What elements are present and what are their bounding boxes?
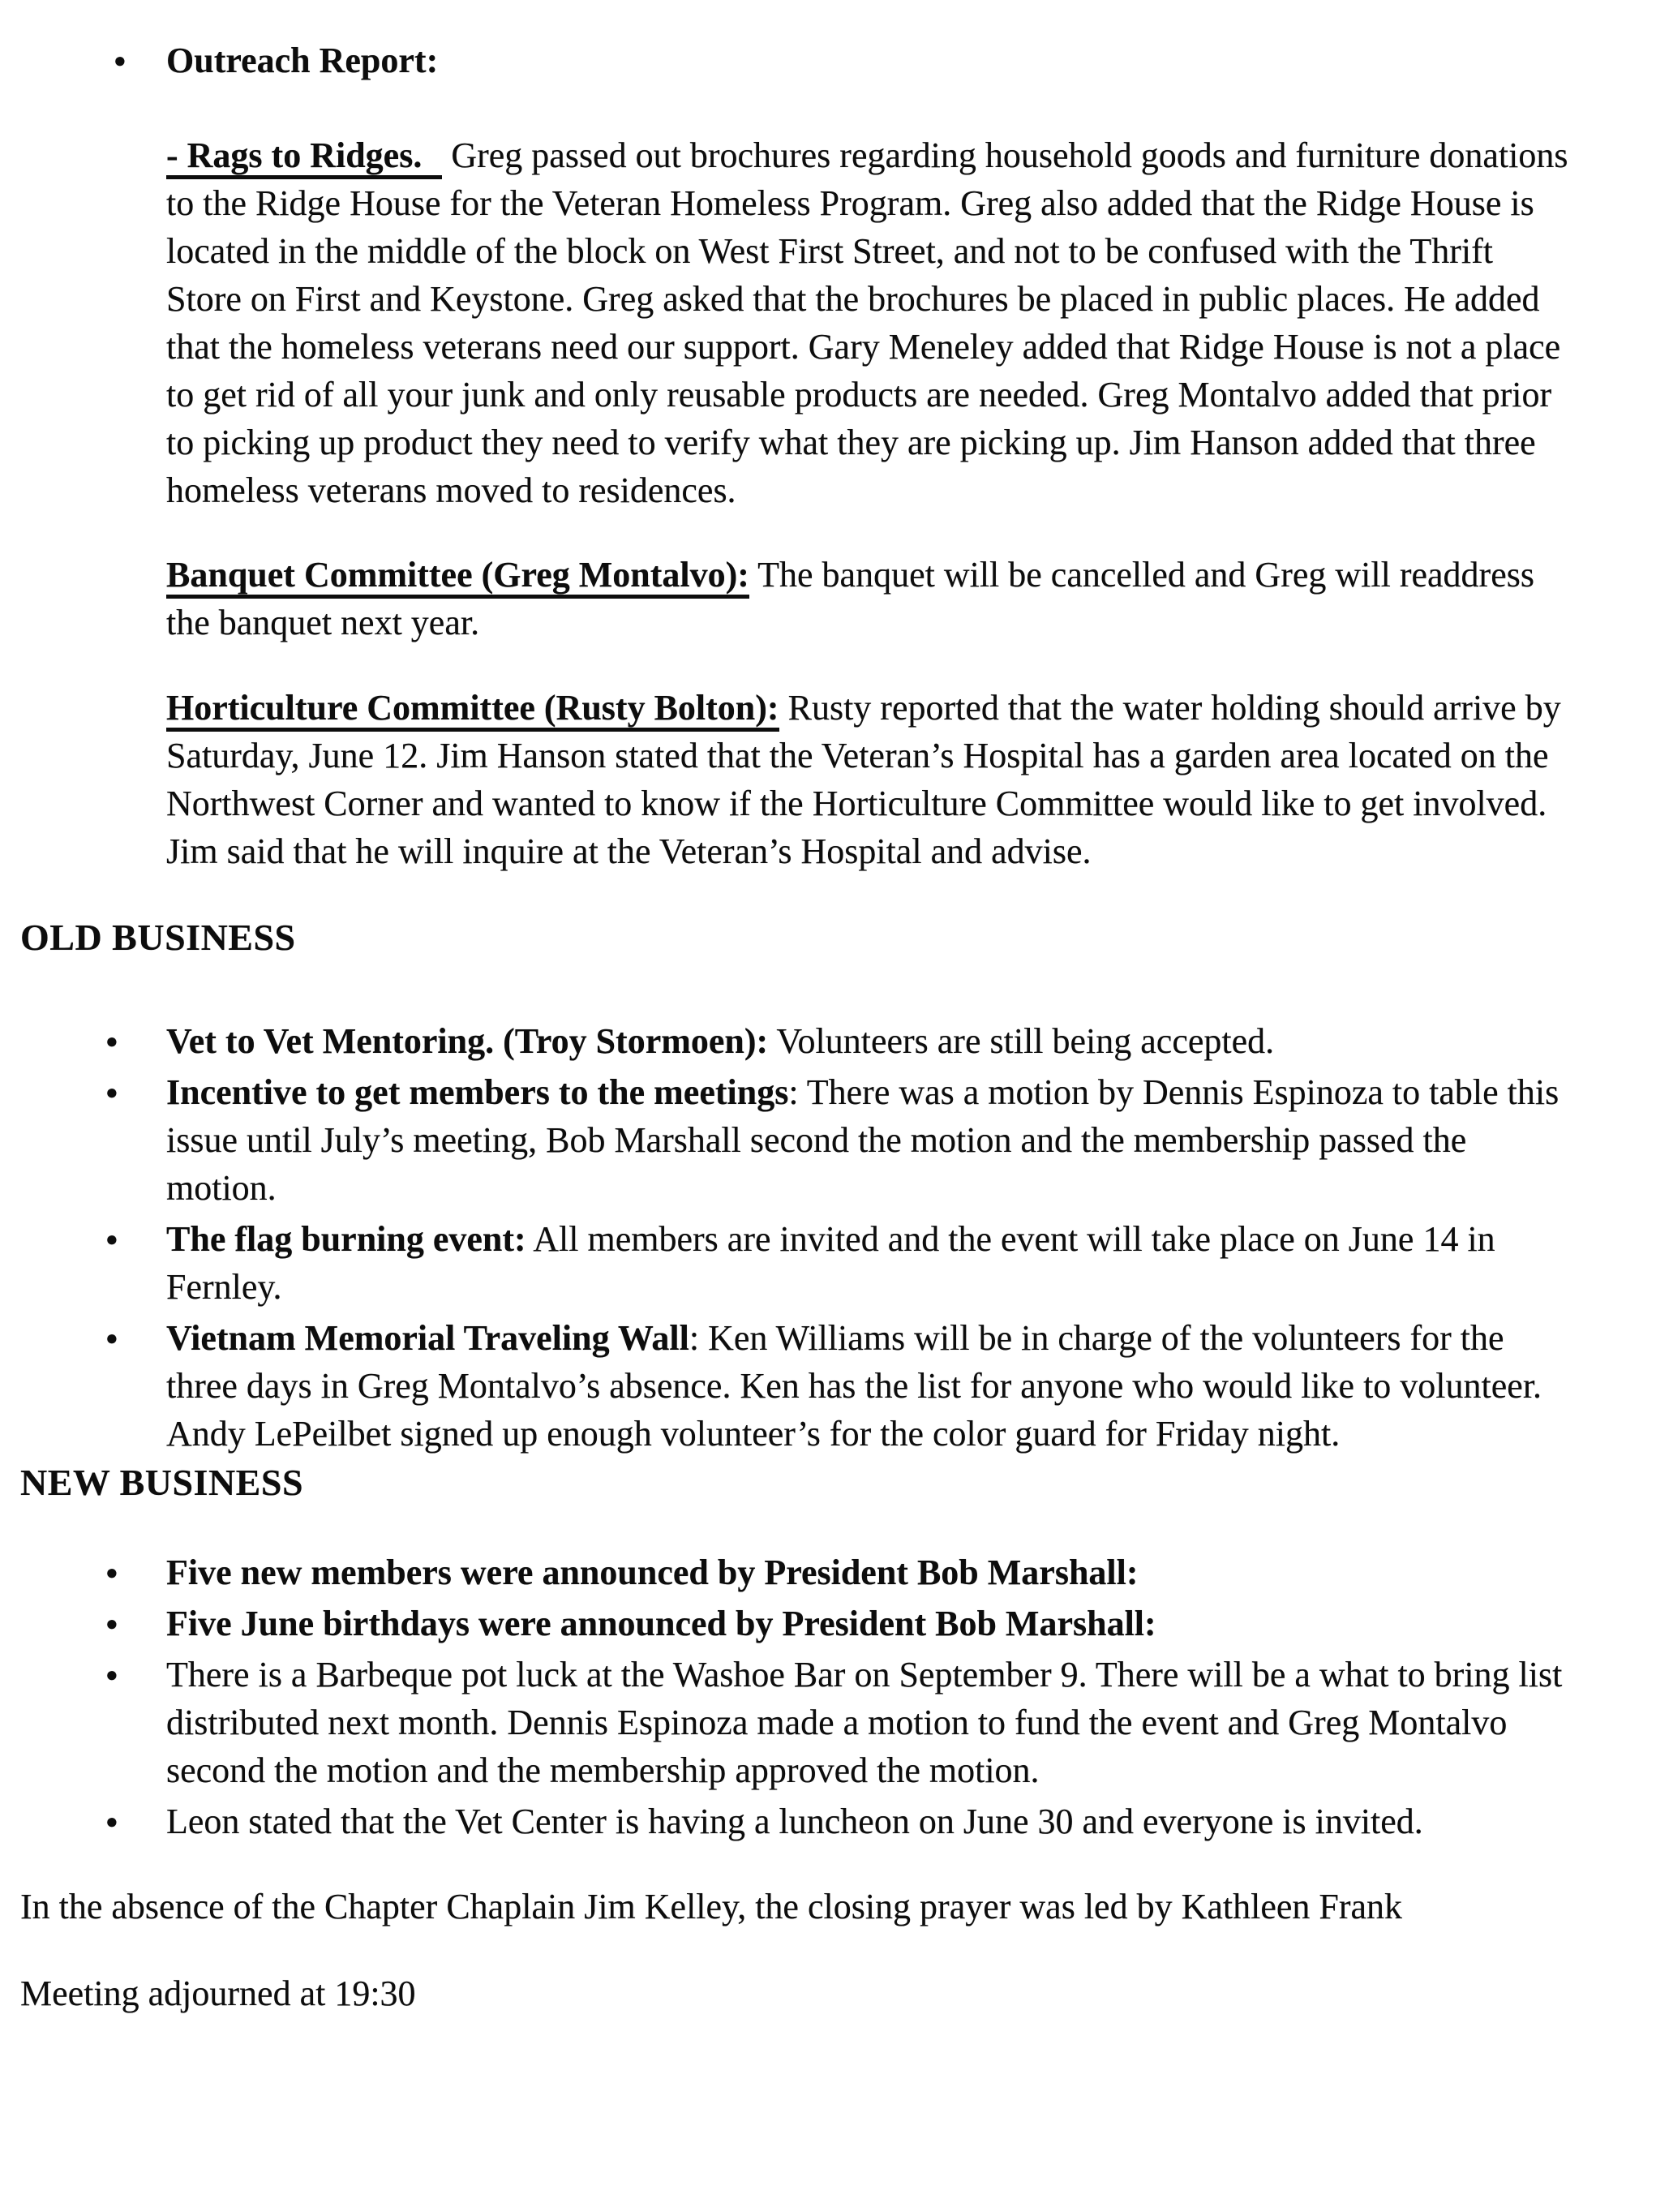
outreach-report-content (166, 37, 1583, 84)
vet-to-vet-label: Vet to Vet Mentoring. (Troy Stormoen): (166, 1021, 769, 1061)
incentive-body: : There was a motion by Dennis Espinoza to table this issue until July’s meeting, Bob Marshall second the motion and the membership passed the motion. (166, 1072, 1559, 1208)
old-business-list (20, 1017, 1567, 1458)
meeting-minutes-page (20, 37, 1583, 2017)
traveling-wall-body: : Ken Williams will be in charge of the volunteers for the three days in Greg Montalvo’s absence. Ken has the list for anyone who would like to volunteer. Andy LePeilbet signed up enough volunteer’s for the color guard for Friday night. (166, 1318, 1542, 1454)
old-business-heading: OLD BUSINESS (20, 917, 296, 958)
june-birthdays-label: Five June birthdays were announced by President Bob Marshall: (166, 1604, 1156, 1643)
incentive-label: Incentive to get members to the meetings (166, 1072, 789, 1112)
list-item-vet-to-vet (20, 1017, 1567, 1065)
banquet-committee-paragraph (166, 551, 1575, 646)
list-item-traveling-wall (20, 1314, 1567, 1458)
new-business-list (20, 1548, 1567, 1845)
banquet-committee-body: The banquet will be cancelled and Greg will readdress the banquet next year. (166, 555, 1534, 642)
vet-to-vet-body: Volunteers are still being accepted. (768, 1021, 1275, 1061)
list-item-june-birthdays (20, 1600, 1567, 1647)
outreach-sections (166, 131, 1575, 875)
rags-to-ridges-paragraph (166, 131, 1575, 514)
banquet-committee-label: Banquet Committee (Greg Montalvo): (166, 555, 749, 599)
horticulture-committee-paragraph (166, 684, 1575, 875)
rags-to-ridges-label: - Rags to Ridges. (166, 135, 442, 179)
list-item-new-members (20, 1548, 1567, 1596)
bullet-icon (105, 1314, 166, 1362)
bullet-icon (105, 1068, 166, 1116)
new-members-label: Five new members were announced by President Bob Marshall: (166, 1553, 1139, 1592)
bullet-icon (105, 1651, 166, 1699)
bullet-icon (114, 37, 166, 84)
bullet-icon (105, 1215, 166, 1263)
list-item-incentive (20, 1068, 1567, 1212)
horticulture-committee-body: Rusty reported that the water holding should arrive by Saturday, June 12. Jim Hanson stated that the Veteran’s Hospital has a garden area located on the Northwest Corner and wanted to know if the Horticulture Committee would like to get involved. Jim said that he will inquire at the Veteran’s Hospital and advise. (166, 688, 1561, 871)
list-item-barbeque (20, 1651, 1567, 1794)
new-business-heading: NEW BUSINESS (20, 1462, 304, 1503)
meeting-adjourned-line: Meeting adjourned at 19:30 (20, 1974, 416, 2013)
outreach-report-heading: Outreach Report: (166, 41, 439, 80)
outreach-report-item (20, 37, 1583, 84)
bullet-icon (105, 1548, 166, 1596)
bullet-icon (105, 1798, 166, 1845)
traveling-wall-label: Vietnam Memorial Traveling Wall (166, 1318, 689, 1358)
flag-burning-label: The flag burning event: (166, 1219, 526, 1259)
closing-prayer-line: In the absence of the Chapter Chaplain Jim Kelley, the closing prayer was led by Kathleen Frank (20, 1887, 1403, 1926)
list-item-flag-burning (20, 1215, 1567, 1311)
bullet-icon (105, 1017, 166, 1065)
list-item-vet-center-luncheon (20, 1798, 1567, 1845)
rags-to-ridges-body: Greg passed out brochures regarding household goods and furniture donations to the Ridge House for the Veteran Homeless Program. Greg also added that the Ridge House is located in the middle of the block on West First Street, and not to be confused with the Thrift Store on First and Keystone. Greg asked that the brochures be placed in public places. He added that the homeless veterans need our support. Gary Meneley added that Ridge House is not a place to get rid of all your junk and only reusable products are needed. Greg Montalvo added that prior to picking up product they need to verify what they are picking up. Jim Hanson added that three homeless veterans moved to residences. (166, 135, 1568, 510)
bullet-icon (105, 1600, 166, 1647)
horticulture-committee-label: Horticulture Committee (Rusty Bolton): (166, 688, 779, 732)
flag-burning-body: All members are invited and the event will take place on June 14 in Fernley. (166, 1219, 1495, 1307)
barbeque-body: There is a Barbeque pot luck at the Washoe Bar on September 9. There will be a what to bring list distributed next month. Dennis Espinoza made a motion to fund the event and Greg Montalvo second the motion and the membership approved the motion. (166, 1655, 1563, 1790)
vet-center-luncheon-body: Leon stated that the Vet Center is having a luncheon on June 30 and everyone is invited. (166, 1802, 1423, 1841)
